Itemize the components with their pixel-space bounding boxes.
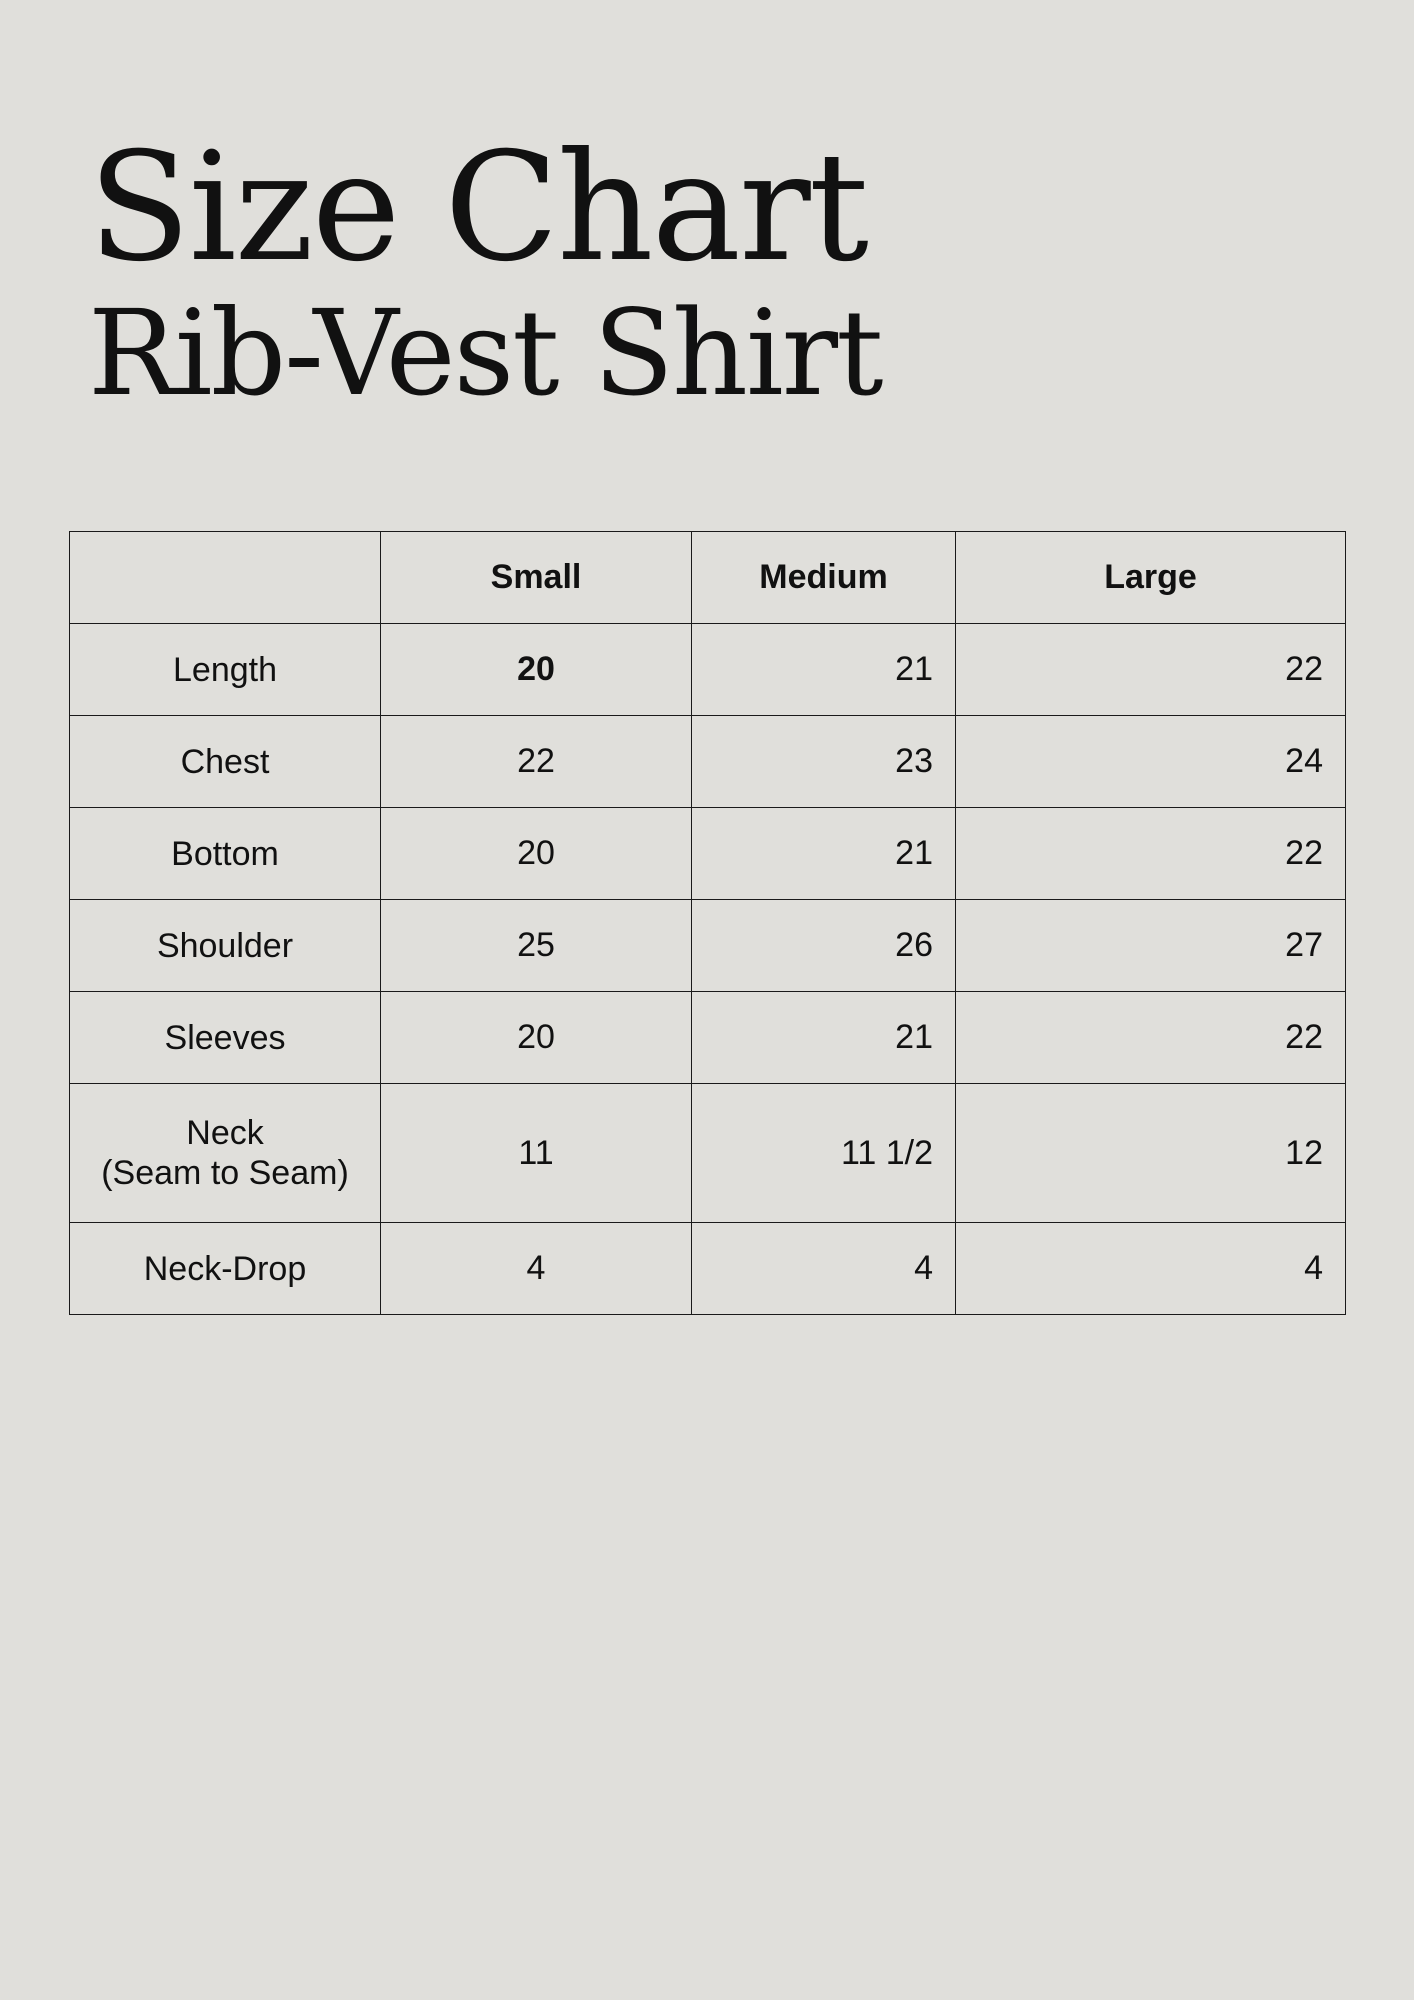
row-label: Length bbox=[70, 624, 381, 716]
table-row bbox=[70, 716, 1346, 808]
header-large: Large bbox=[956, 532, 1346, 624]
table-row bbox=[70, 1223, 1346, 1315]
cell-large: 4 bbox=[956, 1223, 1346, 1315]
table-row bbox=[70, 900, 1346, 992]
cell-medium: 21 bbox=[692, 992, 956, 1084]
cell-large: 22 bbox=[956, 808, 1346, 900]
cell-small: 22 bbox=[381, 716, 692, 808]
row-label: Sleeves bbox=[70, 992, 381, 1084]
table-row bbox=[70, 992, 1346, 1084]
table-row bbox=[70, 808, 1346, 900]
cell-large: 12 bbox=[956, 1084, 1346, 1223]
page-title: Size Chart bbox=[88, 121, 867, 295]
cell-large: 22 bbox=[956, 624, 1346, 716]
row-label: Bottom bbox=[70, 808, 381, 900]
cell-medium: 26 bbox=[692, 900, 956, 992]
cell-large: 27 bbox=[956, 900, 1346, 992]
header-empty bbox=[70, 532, 381, 624]
cell-small: 11 bbox=[381, 1084, 692, 1223]
row-label: Neck-Drop bbox=[70, 1223, 381, 1315]
title-block bbox=[88, 121, 882, 422]
cell-medium: 21 bbox=[692, 624, 956, 716]
size-table bbox=[69, 531, 1346, 1315]
cell-large: 22 bbox=[956, 992, 1346, 1084]
cell-small: 20 bbox=[381, 808, 692, 900]
cell-small: 20 bbox=[381, 992, 692, 1084]
cell-small: 25 bbox=[381, 900, 692, 992]
cell-medium: 4 bbox=[692, 1223, 956, 1315]
cell-medium: 21 bbox=[692, 808, 956, 900]
table-row bbox=[70, 1084, 1346, 1223]
cell-medium: 23 bbox=[692, 716, 956, 808]
row-label: Shoulder bbox=[70, 900, 381, 992]
cell-small: 4 bbox=[381, 1223, 692, 1315]
header-small: Small bbox=[381, 532, 692, 624]
cell-small: 20 bbox=[381, 624, 692, 716]
cell-medium: 11 1/2 bbox=[692, 1084, 956, 1223]
row-label: Chest bbox=[70, 716, 381, 808]
table-header-row bbox=[70, 532, 1346, 624]
row-label: Neck (Seam to Seam) bbox=[70, 1084, 381, 1223]
header-medium: Medium bbox=[692, 532, 956, 624]
page-subtitle: Rib-Vest Shirt bbox=[88, 284, 882, 422]
cell-large: 24 bbox=[956, 716, 1346, 808]
table-row bbox=[70, 624, 1346, 716]
